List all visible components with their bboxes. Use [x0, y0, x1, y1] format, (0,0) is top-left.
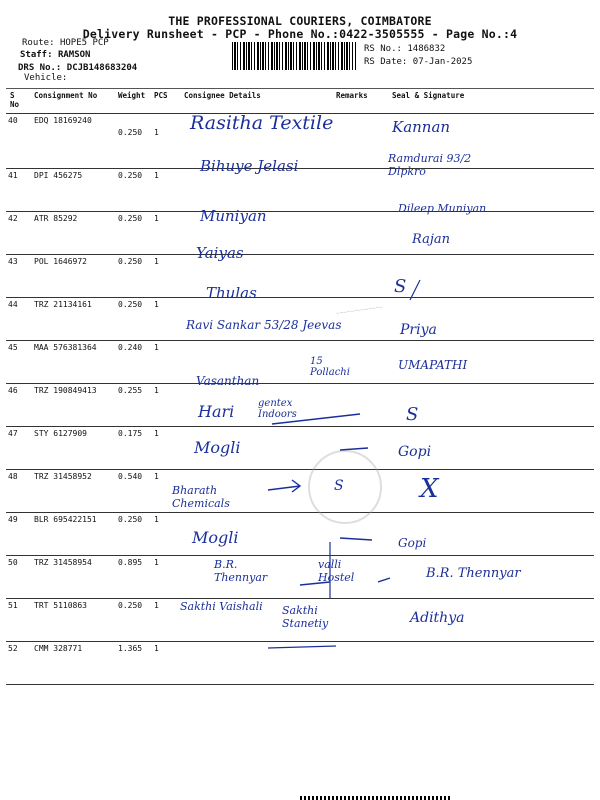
cell-consignment: TRZ 190849413: [30, 384, 114, 427]
handwritten-consignee: B.R. Thennyar: [214, 558, 268, 584]
cell-sno: 49: [6, 513, 30, 556]
drs-label: DRS No.:: [18, 63, 62, 73]
handwritten-signature: Gopi: [398, 444, 432, 460]
handwritten-consignee: Hari: [198, 402, 235, 421]
cell-consignment: TRZ 31458952: [30, 470, 114, 513]
cell-pcs: 1: [150, 114, 180, 169]
handwritten-signature: Gopi: [398, 536, 427, 550]
cell-weight: 0.250: [114, 114, 150, 169]
staff-value: RAMSON: [57, 50, 91, 60]
cell-sno: 48: [6, 470, 30, 513]
cell-pcs: 1: [150, 642, 180, 685]
drs-value: DCJB148683204: [66, 63, 138, 73]
handwritten-consignee: Rasitha Textile: [190, 112, 334, 134]
cell-weight: 0.175: [114, 427, 150, 470]
handwritten-signature: S: [406, 404, 419, 425]
handwritten-remarks: gentex Indoors: [258, 398, 297, 420]
dash-stroke: [378, 578, 390, 582]
cell-pcs: 1: [150, 298, 180, 341]
handwritten-signature: Ramdurai 93/2 Dlpkro: [388, 152, 472, 178]
col-pcs: PCS: [150, 89, 180, 114]
cell-pcs: 1: [150, 341, 180, 384]
handwritten-consignee: Mogli: [194, 438, 241, 457]
col-consignee: Consignee Details: [180, 89, 336, 114]
handwritten-remarks: valli Hostel: [318, 558, 355, 584]
underline-stroke: [268, 646, 336, 648]
stamp-text: ~~~~~~~~~~~~~: [335, 303, 384, 318]
cell-weight: 0.250: [114, 513, 150, 556]
footer-barcode: [300, 796, 450, 800]
arrow-stroke: [268, 480, 300, 492]
handwritten-signature: Priya: [400, 322, 437, 338]
runsheet-subtitle: Delivery Runsheet - PCP - Phone No.:0422-3505555 - Page No.:4: [82, 27, 518, 41]
cell-sno: 46: [6, 384, 30, 427]
route-value: HOPE5 PCP: [59, 38, 109, 48]
cell-pcs: 1: [150, 212, 180, 255]
handwritten-remarks: S: [334, 478, 344, 494]
route-label: Route:: [22, 38, 55, 48]
cell-weight: 0.250: [114, 169, 150, 212]
handwritten-consignee: Yaiyas: [196, 244, 244, 262]
col-seal: Seal & Signature: [370, 89, 594, 114]
handwritten-consignee: Mogli: [192, 528, 239, 547]
cell-pcs: 1: [150, 255, 180, 298]
handwritten-signature: S: [394, 276, 407, 297]
cell-pcs: 1: [150, 599, 180, 642]
handwritten-consignee: Muniyan: [200, 207, 267, 225]
handwritten-consignee: Sakthi Vaishali: [180, 600, 263, 613]
dash-stroke: [340, 448, 368, 450]
cell-weight: 1.365: [114, 642, 150, 685]
cell-consignment: TRZ 21134161: [30, 298, 114, 341]
handwritten-consignee: Bihuye Jelasi: [200, 157, 299, 175]
cell-weight: 0.240: [114, 341, 150, 384]
cell-consignment: EDQ 18169240: [30, 114, 114, 169]
cell-consignment: CMM 328771: [30, 642, 114, 685]
dash-stroke: [300, 582, 330, 585]
handwritten-signature: Dileep Muniyan: [398, 202, 487, 215]
handwritten-remarks: 15 Pollachi: [310, 356, 350, 378]
cell-consignment: TRT 5110863: [30, 599, 114, 642]
cell-consignment: BLR 695422151: [30, 513, 114, 556]
cell-sno: 43: [6, 255, 30, 298]
cell-consignment: ATR 85292: [30, 212, 114, 255]
cell-sno: 52: [6, 642, 30, 685]
dash-stroke: [340, 538, 372, 540]
handwritten-remarks: Sakthi Stanetiy: [282, 604, 329, 630]
handwritten-signature: Rajan: [412, 232, 450, 247]
cell-consignment: STY 6127909: [30, 427, 114, 470]
handwritten-consignee: Ravi Sankar 53/28 Jeevas: [186, 318, 342, 332]
cell-sno: 51: [6, 599, 30, 642]
cell-sno: 50: [6, 556, 30, 599]
cell-sno: 40: [6, 114, 30, 169]
rs-no-label: RS No.:: [364, 44, 402, 54]
rs-date-label: RS Date:: [364, 57, 408, 67]
line-stroke: [410, 280, 420, 300]
cell-pcs: 1: [150, 513, 180, 556]
cell-consignment: TRZ 31458954: [30, 556, 114, 599]
cell-consignment: POL 1646972: [30, 255, 114, 298]
col-consignment: Consignment No: [30, 89, 114, 114]
underline-stroke: [272, 414, 360, 424]
cell-pcs: 1: [150, 470, 180, 513]
cell-sno: 45: [6, 341, 30, 384]
cell-pcs: 1: [150, 427, 180, 470]
cell-weight: 0.895: [114, 556, 150, 599]
vehicle-label: Vehicle:: [24, 73, 68, 83]
handwritten-signature: B.R. Thennyar: [426, 566, 521, 581]
cell-consignment: DPI 456275: [30, 169, 114, 212]
cell-pcs: 1: [150, 556, 180, 599]
cell-weight: 0.250: [114, 599, 150, 642]
cell-sno: 41: [6, 169, 30, 212]
rs-no-value: 1486832: [407, 44, 446, 54]
col-remarks: Remarks: [336, 89, 370, 114]
cell-sno: 47: [6, 427, 30, 470]
cell-pcs: 1: [150, 384, 180, 427]
handwritten-signature: UMAPATHI: [398, 358, 468, 372]
cell-weight: 0.540: [114, 470, 150, 513]
col-sno: S No: [6, 89, 30, 114]
cell-consignment: MAA 576381364: [30, 341, 114, 384]
handwritten-consignee: Bharath Chemicals: [172, 484, 230, 510]
cell-weight: 0.255: [114, 384, 150, 427]
company-title: THE PROFESSIONAL COURIERS, COIMBATORE: [168, 14, 432, 28]
handwritten-consignee: Vasanthan: [196, 374, 260, 388]
cell-sno: 44: [6, 298, 30, 341]
staff-label: Staff:: [20, 50, 53, 60]
cell-weight: 0.250: [114, 212, 150, 255]
cell-weight: 0.250: [114, 255, 150, 298]
col-weight: Weight: [114, 89, 150, 114]
cell-sno: 42: [6, 212, 30, 255]
cell-weight: 0.250: [114, 298, 150, 341]
cell-pcs: 1: [150, 169, 180, 212]
handwritten-signature: Kannan: [392, 118, 451, 136]
rs-date-value: 07-Jan-2025: [412, 57, 473, 67]
handwritten-signature: X: [420, 474, 439, 504]
handwritten-consignee: Thulas: [206, 284, 257, 302]
handwritten-signature: Adithya: [410, 610, 465, 626]
